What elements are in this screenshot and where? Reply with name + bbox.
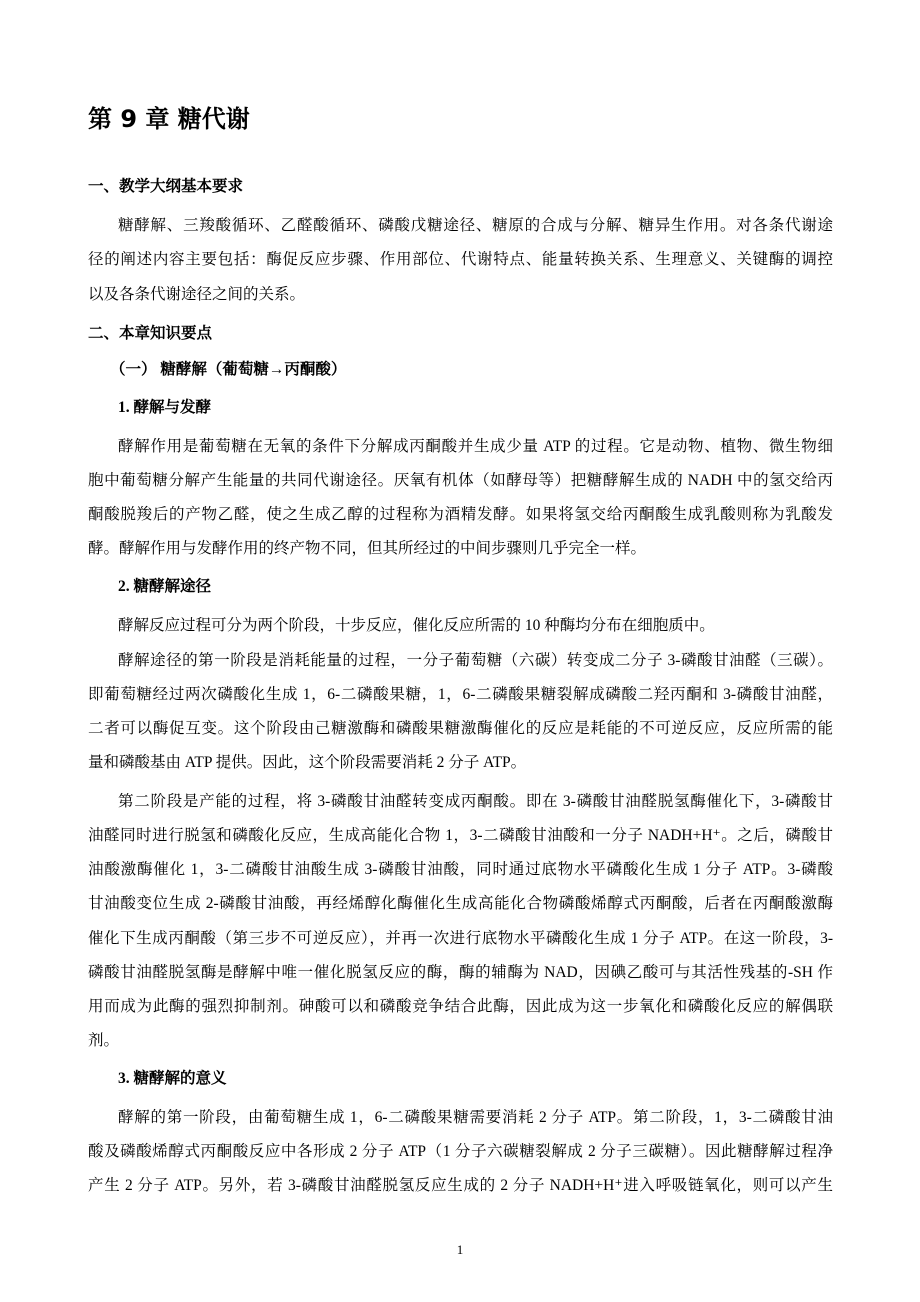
text-line: 磷酸甘油醛脱氢酶是酵解中唯一催化脱氢反应的酶，酶的辅酶为 NAD，因碘乙酸可与其活性残基的-SH 作 bbox=[88, 964, 833, 981]
subsection-heading: （一） 糖酵解（葡萄糖→丙酮酸） bbox=[110, 361, 347, 378]
text-line: 用而成为此酶的强烈抑制剂。砷酸可以和磷酸竞争结合此酶，因此成为这一步氧化和磷酸化反应的解偶联 bbox=[88, 998, 833, 1015]
text-line: 径的阐述内容主要包括：酶促反应步骤、作用部位、代谢特点、能量转换关系、生理意义、关键酶的调控 bbox=[88, 251, 833, 268]
text-line: 酵。酵解作用与发酵作用的终产物不同，但其所经过的中间步骤则几乎完全一样。 bbox=[88, 540, 647, 557]
text-line: 酵解反应过程可分为两个阶段，十步反应，催化反应所需的 10 种酶均分布在细胞质中。 bbox=[118, 617, 715, 634]
text-line: 油酸激酶催化 1，3-二磷酸甘油酸生成 3-磷酸甘油酸，同时通过底物水平磷酸化生成 1 分子 ATP。3-磷酸 bbox=[88, 861, 833, 878]
text-line: 催化下生成丙酮酸（第三步不可逆反应），并再一次进行底物水平磷酸化生成 1 分子 ATP。在这一阶段，3- bbox=[88, 930, 833, 947]
text-line: 酮酸脱羧后的产物乙醛，使之生成乙醇的过程称为酒精发酵。如果将氢交给丙酮酸生成乳酸则称为乳酸发 bbox=[88, 506, 833, 523]
text-line: 二者可以酶促互变。这个阶段由己糖激酶和磷酸果糖激酶催化的反应是耗能的不可逆反应，反应所需的能 bbox=[88, 720, 833, 737]
text-line: 酸及磷酸烯醇式丙酮酸反应中各形成 2 分子 ATP（1 分子六碳糖裂解成 2 分子三碳糖）。因此糖酵解过程净 bbox=[88, 1143, 833, 1160]
chapter-title: 第 9 章 糖代谢 bbox=[88, 105, 250, 133]
text-line: 以及各条代谢途径之间的关系。 bbox=[88, 286, 306, 303]
text-line: 剂。 bbox=[88, 1032, 120, 1049]
text-line: 酵解途径的第一阶段是消耗能量的过程，一分子葡萄糖（六碳）转变成二分子 3-磷酸甘油醛（三碳）。 bbox=[118, 652, 833, 669]
text-line: 油醛同时进行脱氢和磷酸化反应，生成高能化合物 1，3-二磷酸甘油酸和一分子 NADH+H⁺。之后，磷酸甘 bbox=[88, 827, 833, 844]
point-heading: 2. 糖酵解途径 bbox=[118, 578, 212, 595]
section-heading: 一、教学大纲基本要求 bbox=[88, 178, 244, 195]
text-line: 胞中葡萄糖分解产生能量的共同代谢途径。厌氧有机体（如酵母等）把糖酵解生成的 NADH 中的氢交给丙 bbox=[88, 472, 833, 489]
text-line: 糖酵解、三羧酸循环、乙醛酸循环、磷酸戊糖途径、糖原的合成与分解、糖异生作用。对各条代谢途 bbox=[118, 217, 833, 234]
text-line: 酵解作用是葡萄糖在无氧的条件下分解成丙酮酸并生成少量 ATP 的过程。它是动物、植物、微生物细 bbox=[118, 438, 833, 455]
text-line: 产生 2 分子 ATP。另外，若 3-磷酸甘油醛脱氢反应生成的 2 分子 NADH+H⁺进入呼吸链氧化，则可以产生 bbox=[88, 1177, 833, 1194]
text-line: 甘油酸变位生成 2-磷酸甘油酸，再经烯醇化酶催化生成高能化合物磷酸烯醇式丙酮酸，后者在丙酮酸激酶 bbox=[88, 895, 833, 912]
section-heading: 二、本章知识要点 bbox=[88, 325, 213, 342]
text-line: 即葡萄糖经过两次磷酸化生成 1，6-二磷酸果糖，1，6-二磷酸果糖裂解成磷酸二羟丙酮和 3-磷酸甘油醛， bbox=[88, 686, 833, 703]
text-line: 量和磷酸基由 ATP 提供。因此，这个阶段需要消耗 2 分子 ATP。 bbox=[88, 754, 527, 771]
point-heading: 3. 糖酵解的意义 bbox=[118, 1070, 227, 1087]
point-heading: 1. 酵解与发酵 bbox=[118, 399, 212, 416]
text-line: 酵解的第一阶段，由葡萄糖生成 1，6-二磷酸果糖需要消耗 2 分子 ATP。第二阶段，1，3-二磷酸甘油 bbox=[118, 1109, 833, 1126]
page-number: 1 bbox=[456, 1242, 464, 1257]
text-line: 第二阶段是产能的过程，将 3-磷酸甘油醛转变成丙酮酸。即在 3-磷酸甘油醛脱氢酶催化下，3-磷酸甘 bbox=[118, 793, 833, 810]
